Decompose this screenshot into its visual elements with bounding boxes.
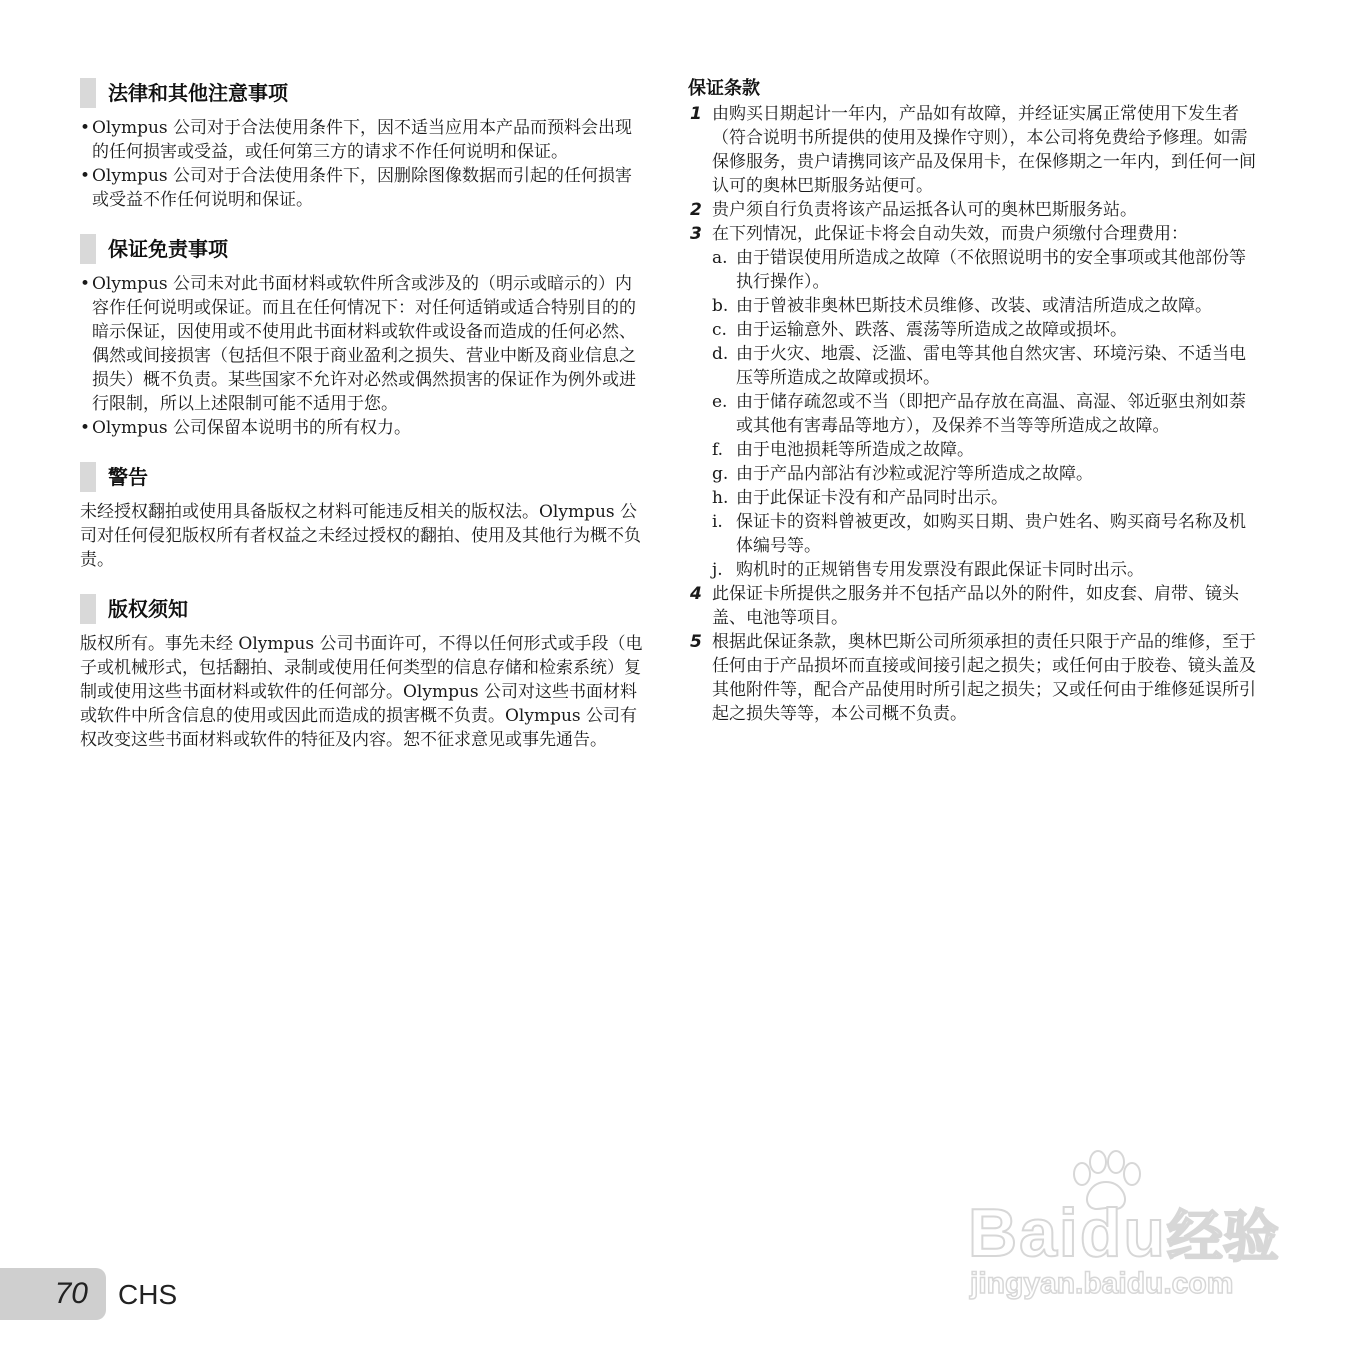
bullet-icon: • — [80, 274, 91, 294]
section-heading — [80, 78, 645, 108]
sub-item: a. 由于错误使用所造成之故障（不依照说明书的安全事项或其他部份等执行操作）。 — [712, 248, 1246, 292]
warranty-item: 3 在下列情况，此保证卡将会自动失效，而贵户须缴付合理费用： a. 由于错误使用所造成之故障（不依照说明书的安全事项或其他部份等执行操作）。 b. 由于曾被非奥林巴斯技术员维修、改装、或清洁所造成之故障。 c. 由于运输意外、跌落、震荡等所造成之故障或损坏。 d. 由于火灾、地震、泛滥、雷电等其他自然灾害、环境污染、不适当电压等所造成之故障或损坏。 e. 由于储存疏忽或不当（即把产品存放在高温、高湿、邻近驱虫剂如萘或其他有害毒品等地方），及保养不当等等所造成之故障。 f. 由于电池损耗等所造成之故障。 g. 由于产品内部沾有沙粒或泥泞等所造成之故障。 h. 由于此保证卡没有和产品同时出示。 i. 保证卡的资料曾被更改，如购买日期、贵户姓名、购买商号名称及机体编号等。 j. 购机时的正规销售专用发票没有跟此保证卡同时出示。 — [688, 222, 1260, 582]
section-heading — [80, 234, 645, 264]
item-number: 1 — [690, 104, 702, 124]
heading-bar — [80, 78, 96, 108]
sub-item: g. 由于产品内部沾有沙粒或泥泞等所造成之故障。 — [712, 464, 1093, 484]
bullet-icon: • — [80, 166, 91, 186]
list-item: • Olympus 公司保留本说明书的所有权力。 — [80, 418, 412, 438]
warranty-list — [688, 102, 1260, 726]
section-text: 版权所有。事先未经 Olympus 公司书面许可，不得以任何形式或手段（电子或机械形式，包括翻拍、录制或使用任何类型的信息存储和检索系统）复制或使用这些书面材料或软件的任何部分。Olympus 公司对这些书面材料或软件中所含信息的使用或因此而造成的损害概不负责。Olympus 公司有权改变这些书面材料或软件的特征及内容。恕不征求意见或事先通告。 — [80, 634, 643, 750]
section-title: 保证免责事项 — [108, 237, 228, 261]
section-heading — [80, 594, 645, 624]
section-title: 警告 — [108, 465, 148, 489]
bullet-icon: • — [80, 418, 91, 438]
page-language: CHS — [118, 1279, 178, 1310]
item-number: 2 — [690, 200, 702, 220]
left-column — [80, 78, 645, 774]
section-title: 法律和其他注意事项 — [108, 81, 288, 105]
section-disclaimer — [80, 234, 645, 440]
section-legal — [80, 78, 645, 212]
warranty-item: 4 此保证卡所提供之服务并不包括产品以外的附件，如皮套、肩带、镜头盖、电池等项目。 — [690, 584, 1239, 628]
section-copyright — [80, 594, 645, 752]
warranty-item: 2 贵户须自行负责将该产品运抵各认可的奥林巴斯服务站。 — [690, 200, 1137, 220]
warranty-title: 保证条款 — [688, 78, 760, 99]
sub-item: b. 由于曾被非奥林巴斯技术员维修、改装、或清洁所造成之故障。 — [712, 296, 1212, 316]
warranty-item: 5 根据此保证条款，奥林巴斯公司所须承担的责任只限于产品的维修，至于任何由于产品损坏而直接或间接引起之损失；或任何由于胶卷、镜头盖及其他附件等，配合产品使用时所引起之损失；又或任何由于维修延误所引起之损失等等，本公司概不负责。 — [690, 632, 1256, 724]
bullet-list — [80, 272, 645, 440]
watermark-brand: Baidu经验 — [968, 1195, 1279, 1271]
section-warning — [80, 462, 645, 572]
baidu-watermark — [960, 1150, 1280, 1310]
sub-item: j. 购机时的正规销售专用发票没有跟此保证卡同时出示。 — [712, 560, 1144, 580]
section-text: 未经授权翻拍或使用具备版权之材料可能违反相关的版权法。Olympus 公司对任何侵犯版权所有者权益之未经过授权的翻拍、使用及其他行为概不负责。 — [80, 502, 641, 570]
item-number: 3 — [690, 224, 702, 244]
warranty-item: 1 由购买日期起计一年内，产品如有故障，并经证实属正常使用下发生者（符合说明书所提供的使用及操作守则），本公司将免费给予修理。如需保修服务，贵户请携同该产品及保用卡，在保修期之一年内，到任何一间认可的奥林巴斯服务站便可。 — [690, 104, 1256, 196]
watermark-url: jingyan.baidu.com — [970, 1267, 1234, 1300]
void-conditions-list — [712, 246, 1260, 582]
page-number: 70 — [54, 1277, 88, 1310]
list-item: • Olympus 公司未对此书面材料或软件所含或涉及的（明示或暗示的）内容作任何说明或保证。而且在任何情况下：对任何适销或适合特别目的的暗示保证，因使用或不使用此书面材料或软件或设备而造成的任何必然、偶然或间接损害（包括但不限于商业盈利之损失、营业中断及商业信息之损失）概不负责。某些国家不允许对必然或偶然损害的保证作为例外或进行限制，所以上述限制可能不适用于您。 — [80, 274, 636, 414]
list-item: • Olympus 公司对于合法使用条件下，因不适当应用本产品而预料会出现的任何损害或受益，或任何第三方的请求不作任何说明和保证。 — [80, 118, 633, 162]
sub-item: i. 保证卡的资料曾被更改，如购买日期、贵户姓名、购买商号名称及机体编号等。 — [712, 512, 1246, 556]
heading-bar — [80, 594, 96, 624]
heading-bar — [80, 462, 96, 492]
item-number: 5 — [690, 632, 702, 652]
section-title: 版权须知 — [108, 597, 188, 621]
sub-item: d. 由于火灾、地震、泛滥、雷电等其他自然灾害、环境污染、不适当电压等所造成之故障或损坏。 — [712, 344, 1246, 388]
right-column — [688, 78, 1260, 726]
sub-item: f. 由于电池损耗等所造成之故障。 — [712, 440, 974, 460]
bullet-list — [80, 116, 645, 212]
sub-item: e. 由于储存疏忽或不当（即把产品存放在高温、高湿、邻近驱虫剂如萘或其他有害毒品等地方），及保养不当等等所造成之故障。 — [712, 392, 1246, 436]
section-heading — [80, 462, 645, 492]
sub-item: h. 由于此保证卡没有和产品同时出示。 — [712, 488, 1008, 508]
sub-item: c. 由于运输意外、跌落、震荡等所造成之故障或损坏。 — [712, 320, 1127, 340]
heading-bar — [80, 234, 96, 264]
item-number: 4 — [690, 584, 702, 604]
list-item: • Olympus 公司对于合法使用条件下，因删除图像数据而引起的任何损害或受益不作任何说明和保证。 — [80, 166, 633, 210]
bullet-icon: • — [80, 118, 91, 138]
